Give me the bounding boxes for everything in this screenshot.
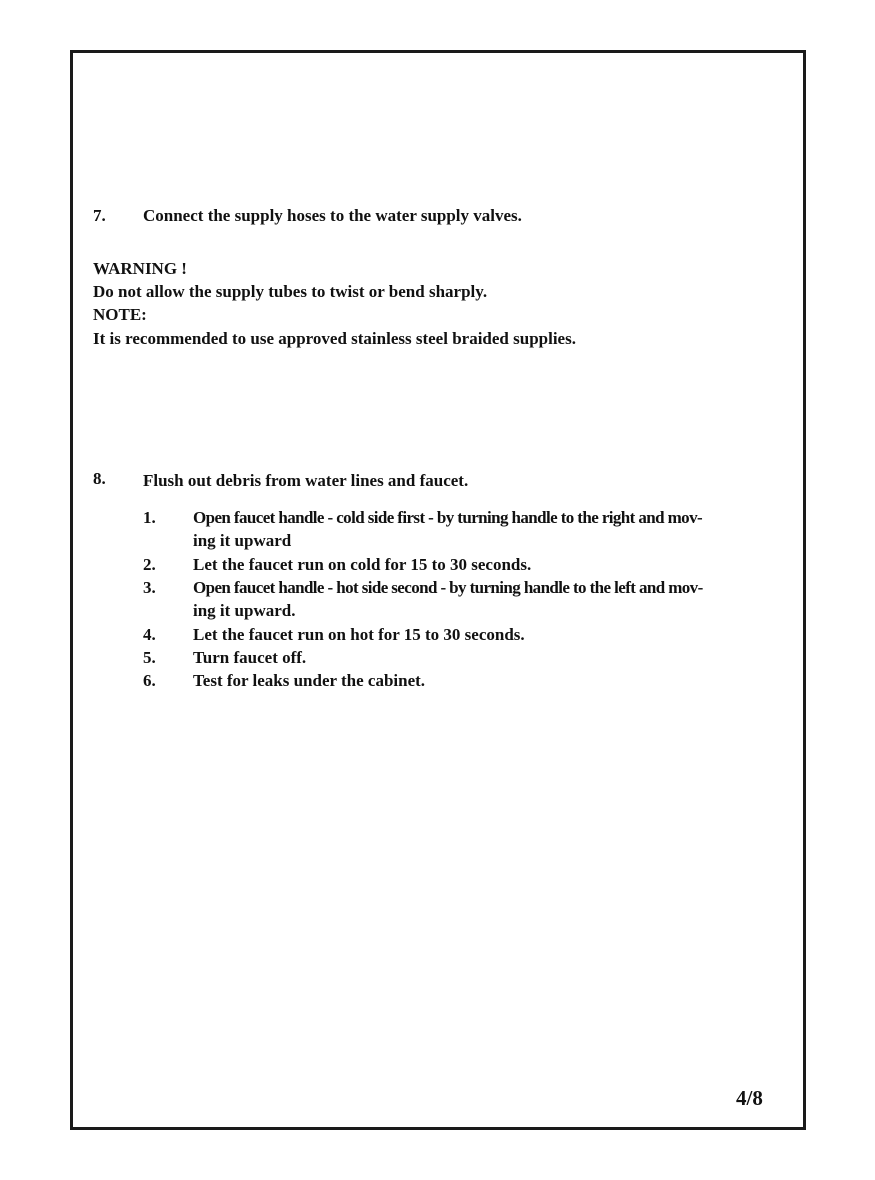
substep-3-text: Open faucet handle - hot side second - by turning handle to the left and mov- [193,578,703,597]
step-8-number: 8. [93,469,106,488]
substep-1-number: 1. [143,508,156,527]
step-8-text: Flush out debris from water lines and faucet. [143,471,469,490]
substep-1-text-cont: ing it upward [193,531,292,550]
substep-4-number: 4. [143,625,156,644]
substep-4-text: Let the faucet run on hot for 15 to 30 seconds. [193,625,525,644]
substep-2-text: Let the faucet run on cold for 15 to 30 seconds. [193,555,532,574]
step-7-text: Connect the supply hoses to the water supply valves. [143,206,522,225]
page-number: 4/8 [736,1086,763,1110]
warning-heading: WARNING ! [93,259,187,278]
step-7-number: 7. [93,206,106,225]
substep-3-text-cont: ing it upward. [193,601,296,620]
substep-1-text: Open faucet handle - cold side first - by turning handle to the right and mov- [193,508,703,527]
note-heading: NOTE: [93,305,147,324]
substep-5-text: Turn faucet off. [193,648,307,667]
substep-3-number: 3. [143,578,156,597]
substep-2-number: 2. [143,555,156,574]
warning-text: Do not allow the supply tubes to twist or bend sharply. [93,282,488,301]
note-text: It is recommended to use approved stainless steel braided supplies. [93,329,576,348]
substep-5-number: 5. [143,648,156,667]
substep-6-number: 6. [143,671,156,690]
substep-6-text: Test for leaks under the cabinet. [193,671,426,690]
